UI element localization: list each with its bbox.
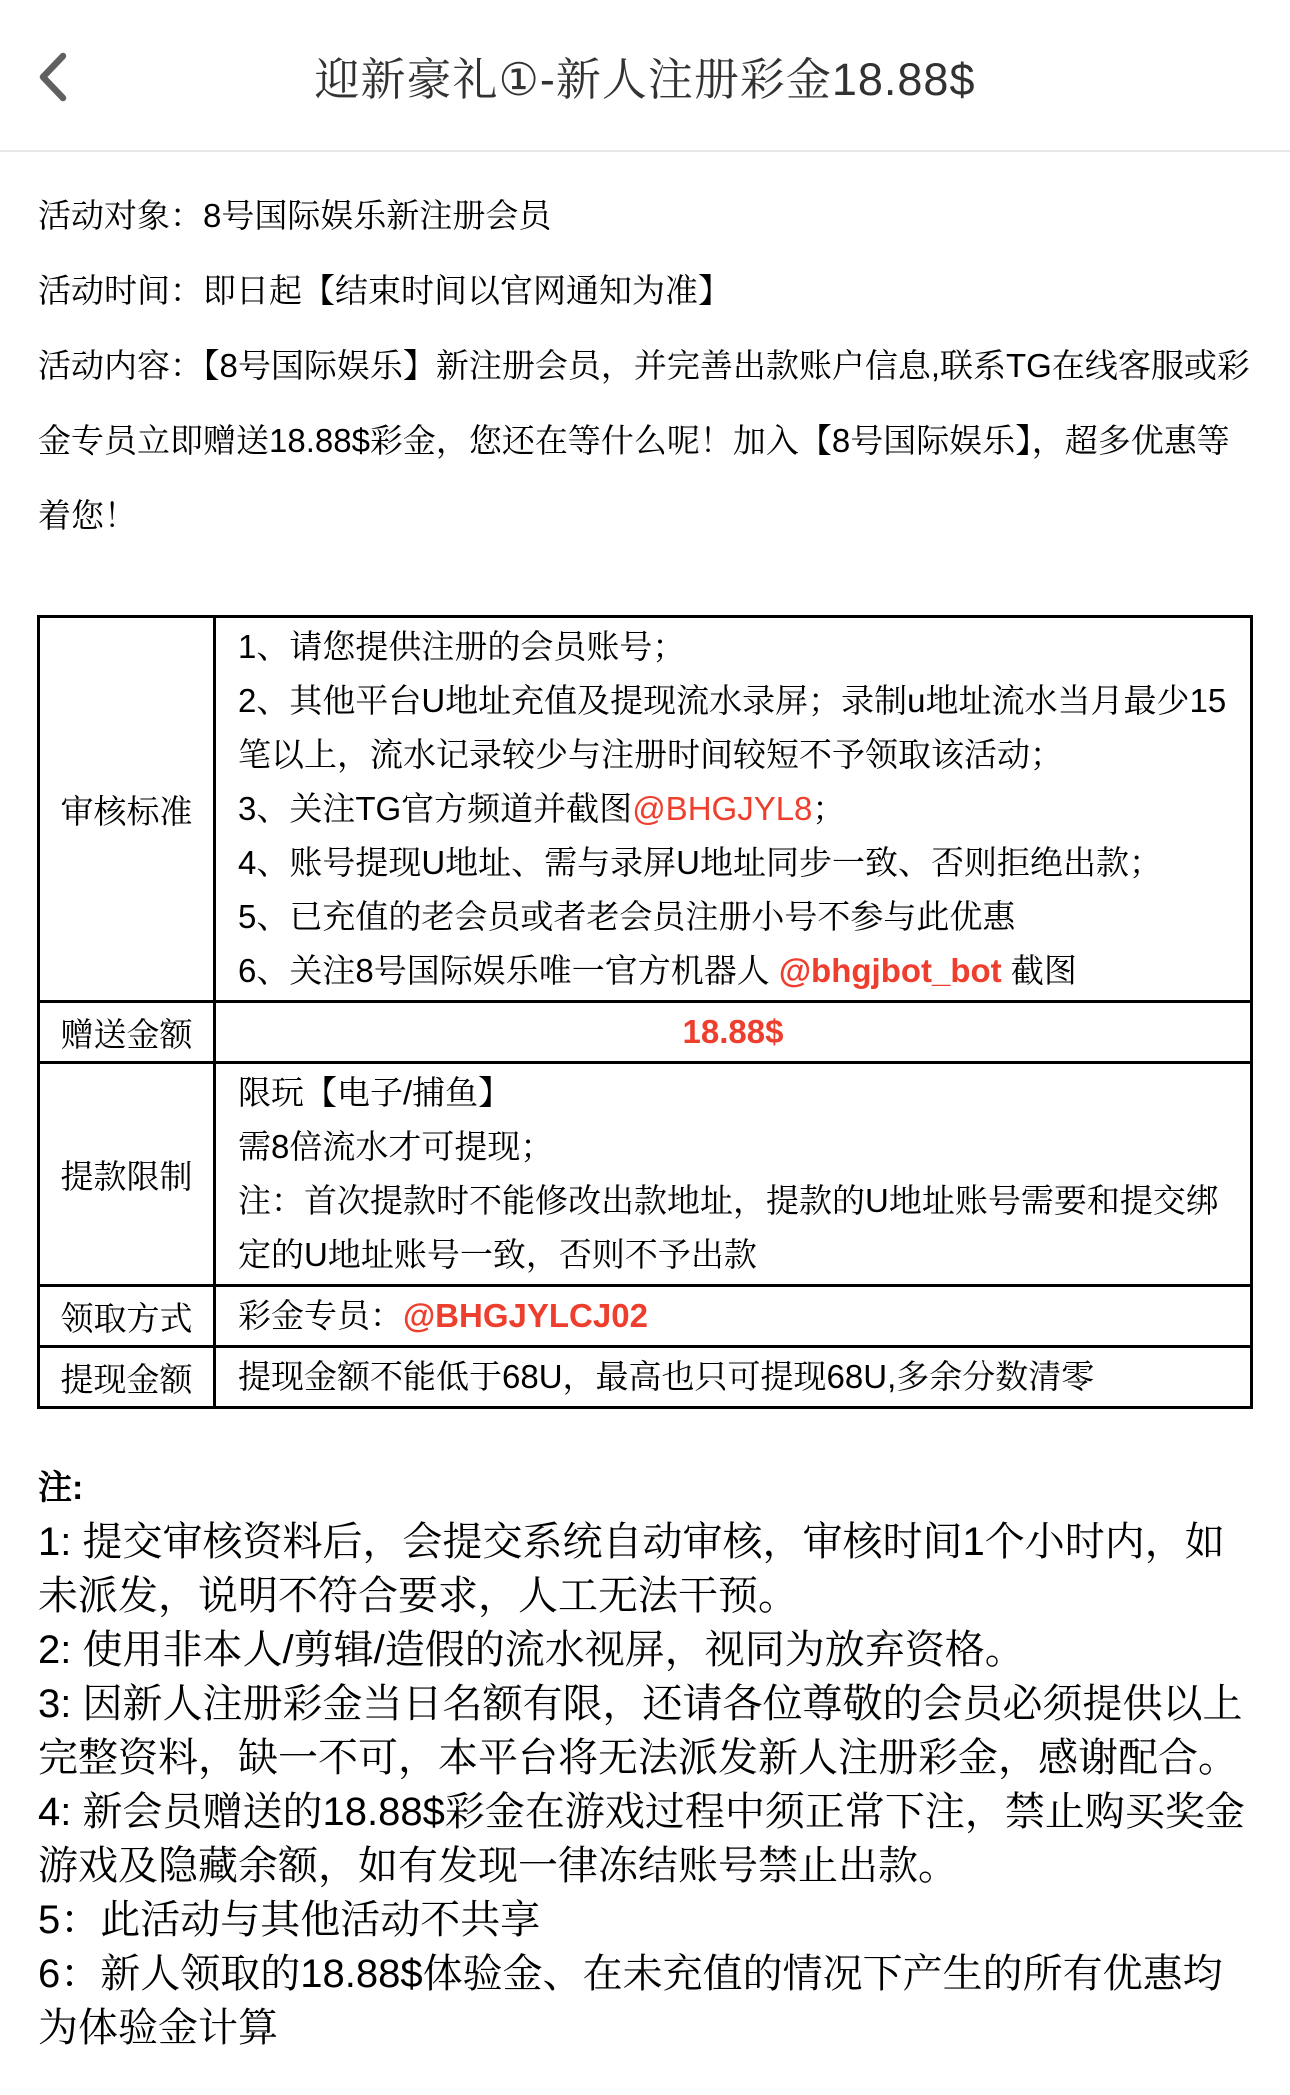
- note-item: 2: 使用非本人/剪辑/造假的流水视屏，视同为放弃资格。: [38, 1628, 1025, 1672]
- text-run: 彩金专员：: [238, 1297, 403, 1334]
- cell-paragraph: [238, 1120, 1228, 1174]
- table-row: [39, 1347, 1252, 1408]
- cell-paragraph: [238, 836, 1228, 890]
- text-run: 6、关注8号国际娱乐唯一官方机器人: [238, 952, 779, 989]
- tg-handle-link[interactable]: 18.88$: [682, 1013, 784, 1050]
- text-run: 需8倍流水才可提现；: [238, 1128, 554, 1165]
- text-run: 提现金额不能低于68U，最高也只可提现68U,多余分数清零: [238, 1358, 1095, 1395]
- cell-paragraph: [238, 944, 1228, 998]
- table-row: [39, 1063, 1252, 1286]
- table-row: [39, 1002, 1252, 1063]
- cell-paragraph: [238, 890, 1228, 944]
- text-run: 1、请您提供注册的会员账号；: [238, 628, 686, 665]
- text-run: 3、关注TG官方频道并截图: [238, 790, 633, 827]
- intro-line-content: 活动内容：【8号国际娱乐】新注册会员，并完善出款账户信息,联系TG在线客服或彩金专员立即赠送18.88$彩金，您还在等什么呢！加入【8号国际娱乐】，超多优惠等着您！: [38, 347, 1250, 534]
- header: [0, 0, 1290, 152]
- tg-handle-link[interactable]: @BHGJYL8: [632, 790, 813, 827]
- note-item: 1: 提交审核资料后，会提交系统自动审核，审核时间1个小时内，如未派发，说明不符合要求，人工无法干预。: [38, 1520, 1225, 1618]
- row-value-cell: [215, 1002, 1252, 1063]
- row-value-cell: [215, 1347, 1252, 1408]
- intro-section: [0, 152, 1290, 553]
- page-title: 迎新豪礼①-新人注册彩金18.88$: [314, 53, 976, 105]
- tg-handle-link[interactable]: @BHGJYLCJ02: [403, 1297, 648, 1334]
- cell-paragraph: [238, 1350, 1228, 1404]
- text-run: 5、已充值的老会员或者老会员注册小号不参与此优惠: [238, 898, 1016, 935]
- notes-heading: 注:: [38, 1469, 84, 1507]
- intro-line-target: 活动对象：8号国际娱乐新注册会员: [38, 197, 552, 234]
- row-value-cell: [215, 1286, 1252, 1347]
- row-label-cell: 提现金额: [39, 1347, 215, 1408]
- cell-paragraph: [238, 1005, 1228, 1059]
- text-run: 限玩【电子/捕鱼】: [238, 1074, 512, 1111]
- notes-section: [0, 1461, 1290, 2095]
- row-label-cell: 审核标准: [39, 617, 215, 1002]
- text-run: 注：首次提款时不能修改出款地址，提款的U地址账号需要和提交绑定的U地址账号一致，否则不予出款: [238, 1182, 1219, 1273]
- text-run: 2、其他平台U地址充值及提现流水录屏；录制u地址流水当月最少15笔以上，流水记录较少与注册时间较短不予领取该活动；: [238, 682, 1227, 773]
- cell-paragraph: [238, 1289, 1228, 1343]
- row-label-cell: 领取方式: [39, 1286, 215, 1347]
- cell-paragraph: [238, 620, 1228, 674]
- note-item: 4: 新会员赠送的18.88$彩金在游戏过程中须正常下注，禁止购买奖金游戏及隐藏余额，如有发现一律冻结账号禁止出款。: [38, 1790, 1245, 1888]
- cell-paragraph: [238, 1066, 1228, 1120]
- row-value-cell: [215, 1063, 1252, 1286]
- note-item: 3: 因新人注册彩金当日名额有限，还请各位尊敬的会员必须提供以上完整资料，缺一不可，本平台将无法派发新人注册彩金，感谢配合。: [38, 1682, 1243, 1780]
- tg-handle-link[interactable]: @bhgjbot_bot: [778, 952, 1002, 989]
- row-label-cell: 提款限制: [39, 1063, 215, 1286]
- row-value-cell: [215, 617, 1252, 1002]
- cell-paragraph: [238, 674, 1228, 782]
- text-run: 截图: [1001, 952, 1077, 989]
- promo-rules-table: [37, 615, 1253, 1409]
- cell-paragraph: [238, 782, 1228, 836]
- text-run: ；: [812, 790, 846, 827]
- table-row: [39, 1286, 1252, 1347]
- intro-line-time: 活动时间：即日起【结束时间以官网通知为准】: [38, 272, 731, 309]
- table-row: [39, 617, 1252, 1002]
- text-run: 4、账号提现U地址、需与录屏U地址同步一致、否则拒绝出款；: [238, 844, 1163, 881]
- note-item: 5：此活动与其他活动不共享: [38, 1898, 541, 1942]
- row-label-cell: 赠送金额: [39, 1002, 215, 1063]
- cell-paragraph: [238, 1174, 1228, 1282]
- note-item: 6：新人领取的18.88$体验金、在未充值的情况下产生的所有优惠均为体验金计算: [38, 1952, 1223, 2050]
